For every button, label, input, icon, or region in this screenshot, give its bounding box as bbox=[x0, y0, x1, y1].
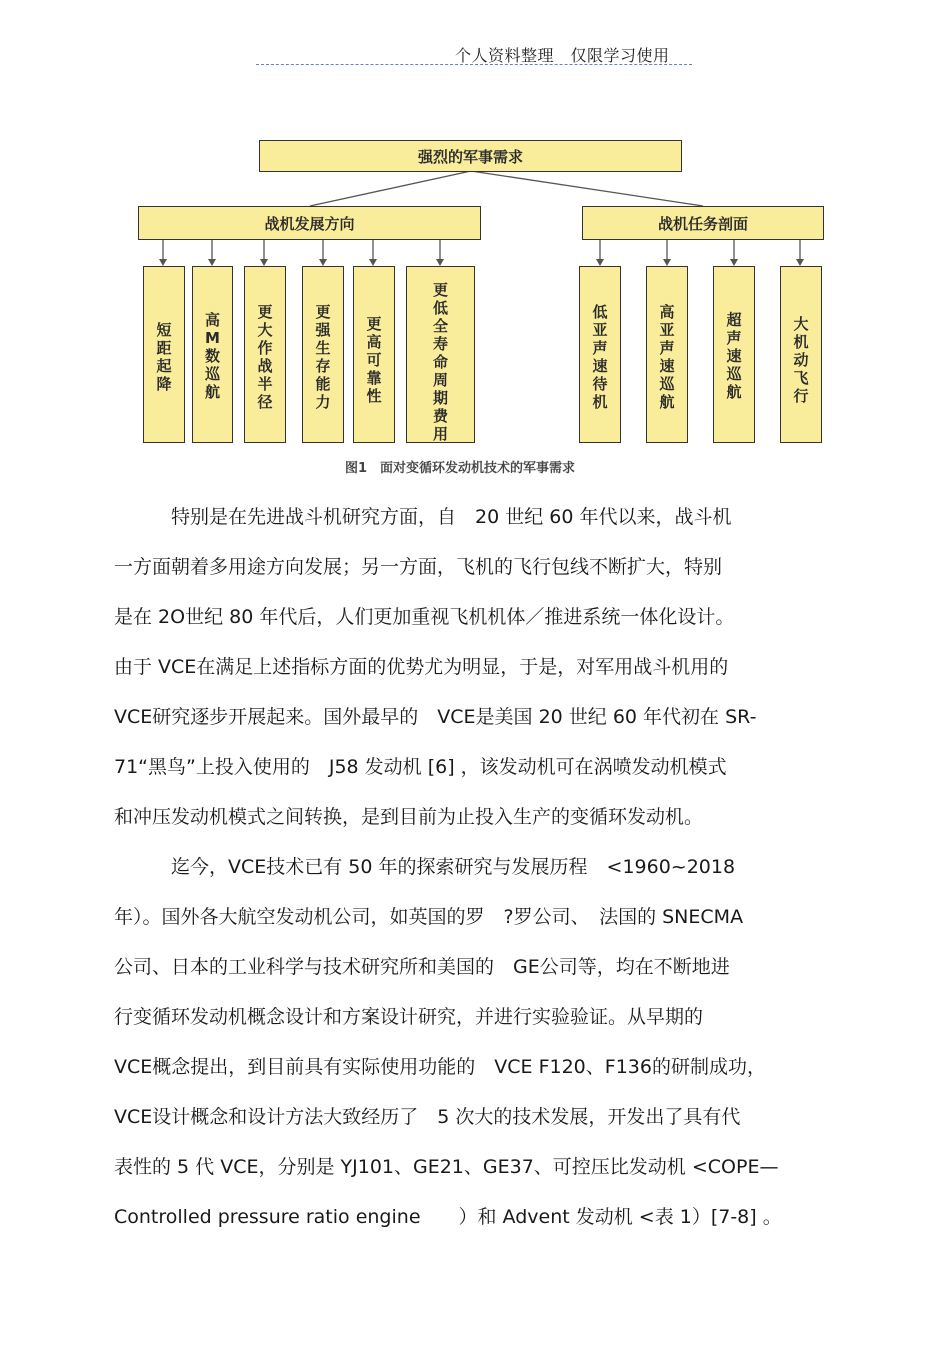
leaf-lifecycle-cost bbox=[406, 266, 475, 443]
text-line: VCE设计概念和设计方法大致经历了 5 次大的技术发展，开发出了具有代 bbox=[114, 1106, 741, 1128]
fighter-mission-box: 战机任务剖面 bbox=[582, 206, 824, 240]
leaf-combat-radius bbox=[244, 266, 286, 443]
text-line: 71“黑鸟”上投入使用的 J58 发动机 [6] ，该发动机可在涡喷发动机模式 bbox=[114, 756, 727, 778]
text-line: 年）。国外各大航空发动机公司，如英国的罗 ?罗公司、 法国的 SNECMA bbox=[114, 906, 744, 928]
leaf-high-subsonic-cruise bbox=[646, 266, 688, 443]
leaf-reliability bbox=[353, 266, 395, 443]
leaf-high-maneuver bbox=[780, 266, 822, 443]
leaf-low-subsonic-loiter bbox=[579, 266, 621, 443]
leaf-high-mach bbox=[192, 266, 233, 443]
text-line: 表性的 5 代 VCE，分别是 YJ101、GE21、GE37、可控压比发动机 <COPE— bbox=[114, 1156, 779, 1178]
leaf-label: 高M数巡航 bbox=[204, 311, 220, 401]
text-line: 和冲压发动机模式之间转换，是到目前为止投入生产的变循环发动机。 bbox=[114, 806, 704, 828]
text-line: 公司、日本的工业科学与技术研究所和美国的 GE公司等，均在不断地进 bbox=[114, 956, 730, 978]
leaf-label: 低亚声速待机 bbox=[592, 303, 608, 411]
leaf-label: 高亚声速巡航 bbox=[659, 303, 675, 411]
military-demand-diagram bbox=[0, 0, 950, 480]
leaf-label: 更低全寿命周期费用 bbox=[432, 281, 448, 443]
text-line: 特别是在先进战斗机研究方面，自 20 世纪 60 年代以来，战斗机 bbox=[114, 506, 732, 528]
leaf-supercruise bbox=[713, 266, 755, 443]
text-line: 迄今，VCE技术已有 50 年的探索研究与发展历程 <1960~2018 bbox=[114, 856, 736, 878]
root-demand-box: 强烈的军事需求 bbox=[259, 140, 682, 172]
leaf-label: 更大作战半径 bbox=[257, 303, 273, 411]
text-line: 是在 2O世纪 80 年代后，人们更加重视飞机机体／推进系统一体化设计。 bbox=[114, 606, 735, 628]
leaf-label: 短距起降 bbox=[156, 321, 172, 393]
leaf-label: 更强生存能力 bbox=[315, 303, 331, 411]
connector-root-left bbox=[310, 171, 471, 206]
text-line: Controlled pressure ratio engine ）和 Advent 发动机 <表 1）[7-8] 。 bbox=[114, 1206, 782, 1228]
paragraph-2 bbox=[114, 842, 854, 1242]
text-line: VCE概念提出，到目前具有实际使用功能的 VCE F120、F136的研制成功， bbox=[114, 1056, 766, 1078]
leaf-stol bbox=[143, 266, 185, 443]
leaf-label: 更高可靠性 bbox=[366, 315, 382, 405]
leaf-label: 大机动飞行 bbox=[793, 315, 809, 405]
text-line: 一方面朝着多用途方向发展；另一方面，飞机的飞行包线不断扩大，特别 bbox=[114, 556, 723, 578]
figure-caption: 图1 面对变循环发动机技术的军事需求 bbox=[345, 461, 576, 476]
paragraph-1 bbox=[114, 492, 854, 842]
text-line: VCE研究逐步开展起来。国外最早的 VCE是美国 20 世纪 60 年代初在 SR- bbox=[114, 706, 757, 728]
text-line: 由于 VCE在满足上述指标方面的优势尤为明显，于是，对军用战斗机用的 bbox=[114, 656, 729, 678]
leaf-label: 超声速巡航 bbox=[726, 311, 742, 401]
fighter-development-box: 战机发展方向 bbox=[138, 206, 481, 240]
page-header: 个人资料整理 仅限学习使用 bbox=[455, 46, 670, 65]
text-line: 行变循环发动机概念设计和方案设计研究，并进行实验验证。从早期的 bbox=[114, 1006, 704, 1028]
leaf-survivability bbox=[302, 266, 344, 443]
connector-root-right bbox=[471, 171, 703, 206]
